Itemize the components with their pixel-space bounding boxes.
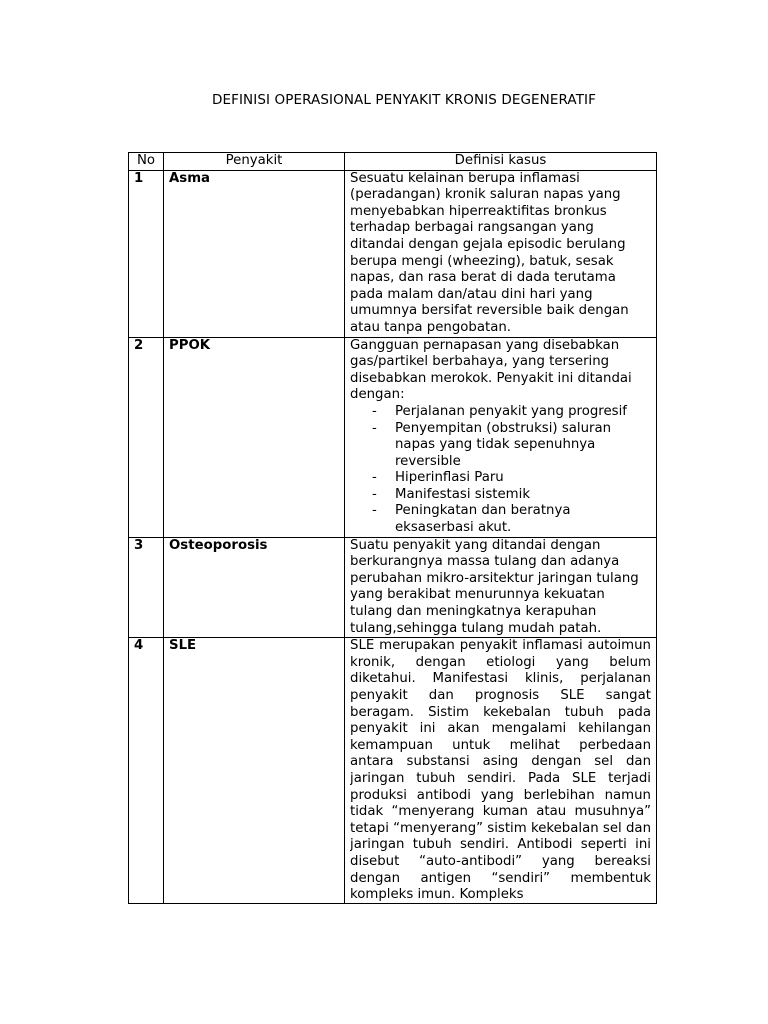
list-item: - Peningkatan dan beratnya eksaserbasi akut.	[350, 503, 651, 536]
list-item: - Manifestasi sistemik	[350, 487, 651, 504]
definition-text: Sesuatu kelainan berupa inflamasi (peradangan) kronik saluran napas yang menyebabkan hiperreaktifitas bronkus terhadap berbagai rangsangan yang ditandai dengan gejala episodic berulang berupa mengi (wheezing), batuk, sesak napas, dan rasa berat di dada terutama pada malam dan/atau dini hari yang umumnya bersifat reversible baik dengan atau tanpa pengobatan.	[350, 170, 629, 335]
list-item: - Hiperinflasi Paru	[350, 470, 651, 487]
header-definisi: Definisi kasus	[345, 153, 657, 171]
list-item: - Penyempitan (obstruksi) saluran napas yang tidak sepenuhnya reversible	[350, 421, 651, 471]
table-row	[129, 337, 657, 537]
definition-text: Gangguan pernapasan yang disebabkan gas/partikel berbahaya, yang tersering disebabkan merokok. Penyakit ini ditandai dengan:	[350, 337, 632, 403]
criteria-list	[350, 404, 651, 537]
table-row	[129, 537, 657, 638]
row-number: 3	[129, 537, 164, 638]
table-row	[129, 638, 657, 904]
case-definition	[345, 638, 657, 904]
row-number: 1	[129, 170, 164, 337]
definition-text: Suatu penyakit yang ditandai dengan berkurangnya massa tulang dan adanya perubahan mikro-arsitektur jaringan tulang yang berakibat menurunnya kekuatan tulang dan meningkatnya kerapuhan tulang,sehingga tulang mudah patah.	[350, 537, 639, 636]
case-definition	[345, 537, 657, 638]
case-definition	[345, 170, 657, 337]
table-row	[129, 170, 657, 337]
list-item: - Perjalanan penyakit yang progresif	[350, 404, 651, 421]
disease-name: Osteoporosis	[164, 537, 345, 638]
header-penyakit: Penyakit	[164, 153, 345, 171]
document-title: DEFINISI OPERASIONAL PENYAKIT KRONIS DEGENERATIF	[211, 92, 596, 108]
disease-name: Asma	[164, 170, 345, 337]
disease-name: PPOK	[164, 337, 345, 537]
table-header-row	[129, 153, 657, 171]
definition-table	[128, 152, 657, 904]
definition-text: SLE merupakan penyakit inflamasi autoimun kronik, dengan etiologi yang belum diketahui. Manifestasi klinis, perjalanan penyakit dan prognosis SLE sangat beragam. Sistim kekebalan tubuh pada penyakit ini akan mengalami kehilangan kemampuan untuk melihat perbedaan antara substansi asing dengan sel dan jaringan tubuh sendiri. Pada SLE terjadi produksi antibodi yang berlebihan namun tidak “menyerang kuman atau musuhnya” tetapi “menyerang” sistim kekebalan sel dan jaringan tubuh sendiri. Antibodi seperti ini disebut “auto-antibodi” yang bereaksi dengan antigen “sendiri” membentuk kompleks imun. Kompleks	[350, 638, 651, 903]
case-definition	[345, 337, 657, 537]
row-number: 4	[129, 638, 164, 904]
row-number: 2	[129, 337, 164, 537]
disease-name: SLE	[164, 638, 345, 904]
header-no: No	[129, 153, 164, 171]
